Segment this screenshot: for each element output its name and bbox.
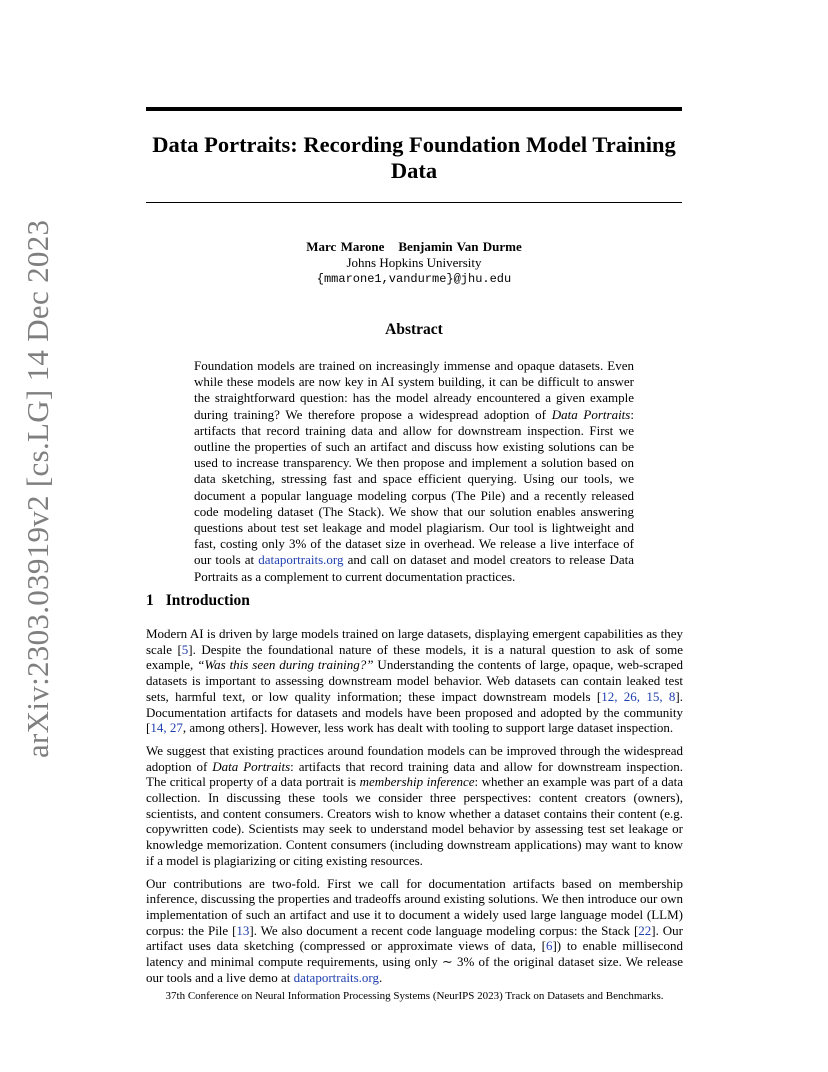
text-run: ]) to enable millisecond latency and minimal compute requirements, using only ∼ 3% of the original dataset size. We release our tools and a live demo at xyxy=(146,938,683,985)
dataportraits-link[interactable]: dataportraits.org xyxy=(258,552,344,568)
citation-link[interactable]: 12, 26, 15, 8 xyxy=(601,688,676,704)
text-run: Modern AI is driven by large models trained on large datasets, displaying emergent capabilities as they scale [ xyxy=(146,626,683,657)
title-line-2: Data xyxy=(390,158,438,183)
dataportraits-link[interactable]: dataportraits.org xyxy=(293,969,379,985)
section-title: Introduction xyxy=(165,592,250,609)
text-run: ]. Despite the foundational nature of these models, it is a natural question to ask of some example, xyxy=(146,641,683,673)
paragraph xyxy=(146,743,683,869)
text-run: Understanding the contents of large, opaque, web-scraped datasets is important to assessing downstream model behavior. Web datasets can contain leaked test sets, harmful text, or low quality information; these impact downstream models [ xyxy=(146,657,684,704)
title-top-rule xyxy=(146,107,682,111)
text-run: We suggest that existing practices around foundation models can be improved through the widespread adoption of xyxy=(146,742,683,774)
section-number: 1 xyxy=(146,592,154,609)
text-run: . xyxy=(379,969,383,985)
citation-link[interactable]: 5 xyxy=(181,641,189,657)
text-run: ]. We also document a recent code language modeling corpus: the Stack [ xyxy=(249,922,639,938)
text-run: : whether an example was part of a data collection. In discussing these tools we consider three perspectives: content creators (owners), scientists, and content consumers. Creators wish to know whether a dataset contains their content (e.g. copywritten code). Scientists may seek to understand model behavior by assessing test set leakage or knowledge memorization. Content consumers (including downstream applications) may want to know if a model is plagiarizing or citing existing resources. xyxy=(146,774,683,868)
author-names xyxy=(146,239,682,255)
arxiv-identifier: arXiv:2303.03919v2 [cs.LG] 14 Dec 2023 xyxy=(20,219,55,758)
citation-link[interactable]: 14, 27 xyxy=(150,720,183,736)
conference-footnote: 37th Conference on Neural Information Processing Systems (NeurIPS 2023) Track on Datasets and Benchmarks. xyxy=(165,990,664,1002)
citation-link[interactable]: 6 xyxy=(545,938,553,954)
abstract-text-part: : artifacts that record training data and allow for downstream inspection. First we outline the properties of such an artifact and discuss how existing solutions can be used to increase transparency. We then propose and implement a solution based on data sketching, stressing fast and space efficient querying. Using our tools, we document a popular language modeling corpus (The Pile) and a recently released code modeling dataset (The Stack). We show that our solution enables answering questions about test set leakage and model plagiarism. Our tool is lightweight and fast, costing only 3% of the dataset size in overhead. We release a live interface of our tools at xyxy=(194,406,634,568)
title-bottom-rule xyxy=(146,202,682,203)
abstract-text-part: and call on dataset and model creators to release Data Portraits as a complement to current documentation practices. xyxy=(194,552,634,584)
author-email: {mmarone1,vandurme}@jhu.edu xyxy=(316,272,512,286)
introduction-body xyxy=(146,626,683,992)
text-run: ]. Documentation artifacts for datasets and models have been proposed and adopted by the community [ xyxy=(146,688,684,736)
paper-title xyxy=(146,132,682,184)
paragraph xyxy=(146,876,683,986)
text-run: ]. Our artifact uses data sketching (compressed or approximate views of data, [ xyxy=(146,922,683,954)
citation-link[interactable]: 22 xyxy=(638,922,652,938)
author-name: Marc Marone xyxy=(306,239,385,254)
text-run: : artifacts that record training data and allow for downstream inspection. The critical property of a data portrait is xyxy=(146,758,683,790)
title-line-1: Data Portraits: Recording Foundation Model Training xyxy=(152,132,676,157)
emphasis: Data Portraits xyxy=(212,758,291,774)
section-heading xyxy=(146,592,250,610)
abstract-heading: Abstract xyxy=(385,321,443,338)
affiliation: Johns Hopkins University xyxy=(346,255,482,270)
quoted-question: “Was this seen during training?” xyxy=(197,657,374,673)
author-name: Benjamin Van Durme xyxy=(398,239,522,254)
text-run: Our contributions are two-fold. First we call for documentation artifacts based on membership inference, discussing the properties and tradeoffs around existing solutions. We then introduce our own implementation of such an artifact and use it to document a widely used large language model (LLM) corpus: the Pile [ xyxy=(146,875,683,938)
abstract-text-part: Foundation models are trained on increasingly immense and opaque datasets. Even while these models are now key in AI system building, it can be difficult to answer the straightforward question: has the model already encountered a given example during training? We therefore propose a widespread adoption of xyxy=(194,358,634,422)
paragraph xyxy=(146,626,683,736)
abstract-text xyxy=(194,358,634,585)
abstract-emphasis: Data Portraits xyxy=(551,406,631,422)
emphasis: membership inference xyxy=(359,774,475,790)
text-run: , among others]. However, less work has dealt with tooling to support large dataset inspection. xyxy=(182,720,674,736)
author-block xyxy=(146,239,682,287)
citation-link[interactable]: 13 xyxy=(236,922,250,938)
